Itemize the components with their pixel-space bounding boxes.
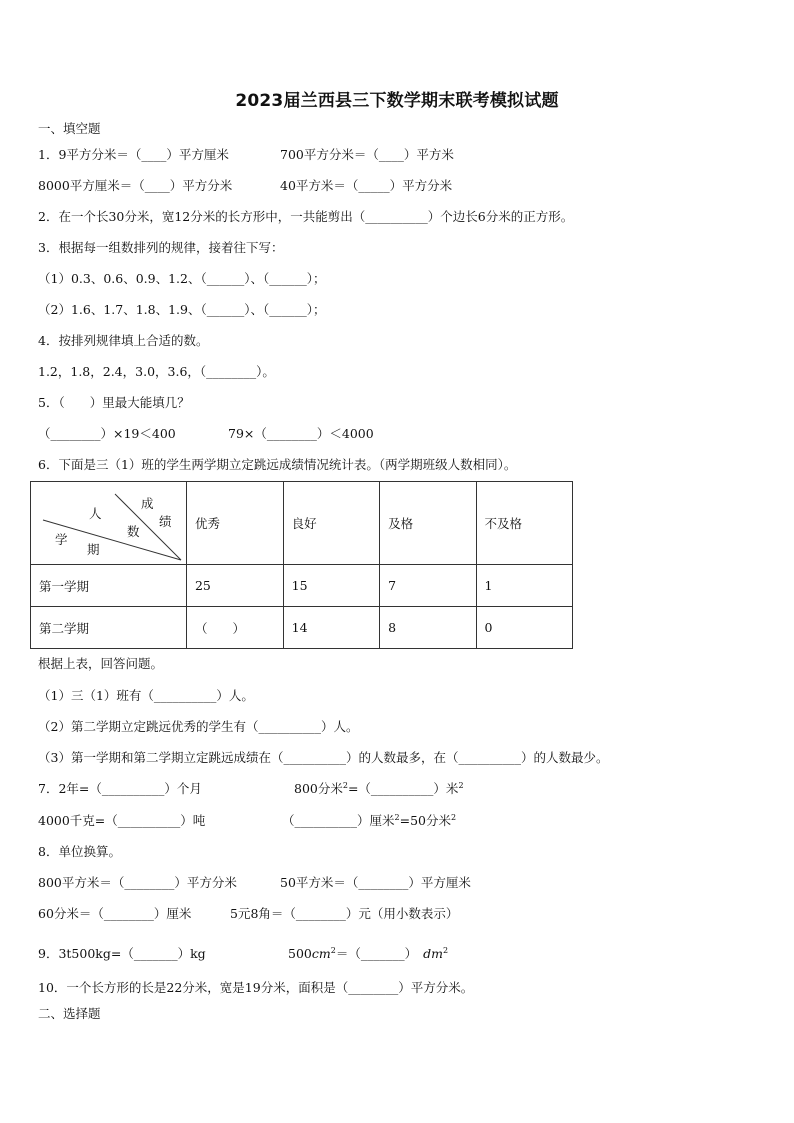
squared-mark: 2 <box>451 812 457 822</box>
row-label: 第二学期 <box>31 607 187 649</box>
question-8-stem: 8．单位换算。 <box>38 844 121 859</box>
q7-part-a: 7．2年=（__________）个月 <box>38 781 202 796</box>
q7-part-b <box>294 781 464 797</box>
question-3-part-1: （1）0.3、0.6、0.9、1.2、（______）、（______）； <box>38 271 326 286</box>
q9-part-b-number: 500 <box>288 946 312 961</box>
table-cell: （ ） <box>186 607 283 649</box>
question-8-line-2 <box>38 906 459 922</box>
q7-part-b-value: 800分米 <box>294 781 343 796</box>
q7-part-c: 4000千克=（__________）吨 <box>38 813 206 828</box>
section-heading-fill-in: 一、填空题 <box>38 121 101 136</box>
q8-part-c: 60分米＝（________）厘米 <box>38 906 192 921</box>
table-cell: 0 <box>476 607 572 649</box>
table-cell: 1 <box>476 565 572 607</box>
diagonal-header-cell <box>31 482 187 565</box>
q7-part-d <box>282 813 456 829</box>
table-row <box>31 565 573 607</box>
squared-mark: 2 <box>342 780 348 790</box>
question-10: 10．一个长方形的长是22分米，宽是19分米，面积是（________）平方分米。 <box>38 980 474 995</box>
table-cell: 14 <box>283 607 379 649</box>
column-header: 良好 <box>283 482 379 565</box>
q7-part-d-value: =50分米 <box>399 813 451 828</box>
unit-cm: cm <box>311 946 331 961</box>
squared-mark: 2 <box>458 780 464 790</box>
header-word-qi: 期 <box>87 542 100 557</box>
header-word-ji: 绩 <box>159 514 172 529</box>
unit-dm: dm <box>423 946 443 961</box>
q8-part-d: 5元8角＝（________）元（用小数表示） <box>230 906 459 921</box>
row-label: 第一学期 <box>31 565 187 607</box>
question-5-inequalities <box>38 426 374 442</box>
q1-part-a: 1．9平方分米＝（____）平方厘米 <box>38 147 229 162</box>
squared-mark: 2 <box>442 945 449 955</box>
question-2: 2．在一个长30分米，宽12分米的长方形中，一共能剪出（__________）个边长6分米的正方形。 <box>38 209 574 224</box>
squared-mark: 2 <box>394 812 400 822</box>
question-6-sub-2: （2）第二学期立定跳远优秀的学生有（__________）人。 <box>38 719 359 734</box>
question-3-stem: 3．根据每一组数排列的规律，接着往下写： <box>38 240 284 255</box>
q8-part-b: 50平方米＝（________）平方厘米 <box>280 875 471 890</box>
question-1-line-1 <box>38 147 454 163</box>
question-4-stem: 4．按排列规律填上合适的数。 <box>38 333 209 348</box>
table-row <box>31 607 573 649</box>
column-header: 优秀 <box>186 482 283 565</box>
table-header-row <box>31 482 573 565</box>
q9-part-a: 9．3t500kg=（_______）kg <box>38 946 206 961</box>
question-6-stem: 6．下面是三（1）班的学生两学期立定跳远成绩情况统计表。（两学期班级人数相同）。 <box>38 457 517 472</box>
question-7-line-1 <box>38 780 464 797</box>
q9-part-b <box>288 946 448 962</box>
column-header: 及格 <box>380 482 476 565</box>
q5-inequality-a: （________）×19＜400 <box>38 426 176 441</box>
table-cell: 15 <box>283 565 379 607</box>
jump-results-table <box>30 481 573 649</box>
header-word-ren: 人 <box>89 506 102 521</box>
question-8-line-1 <box>38 875 471 891</box>
header-word-cheng: 成 <box>141 496 154 511</box>
question-4-sequence: 1.2，1.8，2.4，3.0，3.6，（________）。 <box>38 364 275 379</box>
q1-part-d: 40平方米＝（_____）平方分米 <box>280 178 453 193</box>
section-heading-choice: 二、选择题 <box>38 1006 101 1021</box>
question-6-sub-1: （1）三（1）班有（__________）人。 <box>38 688 254 703</box>
table-cell: 8 <box>380 607 476 649</box>
table-cell: 25 <box>186 565 283 607</box>
question-9 <box>38 945 449 962</box>
page-title: 2023届兰西县三下数学期末联考模拟试题 <box>235 91 559 111</box>
q1-part-c: 8000平方厘米＝（____）平方分米 <box>38 178 233 193</box>
question-5-stem: 5．（ ）里最大能填几？ <box>38 395 190 410</box>
question-3-part-2: （2）1.6、1.7、1.8、1.9、（______）、（______）； <box>38 302 326 317</box>
squared-mark: 2 <box>330 945 336 955</box>
q7-part-d-answer: （__________）厘米 <box>282 813 395 828</box>
question-7-line-2 <box>38 812 457 829</box>
q1-part-b: 700平方分米＝（____）平方米 <box>280 147 454 162</box>
header-word-shu: 数 <box>127 524 140 539</box>
q8-part-a: 800平方米＝（________）平方分米 <box>38 875 237 890</box>
table-cell: 7 <box>380 565 476 607</box>
question-1-line-2 <box>38 178 453 194</box>
question-6-sub-3: （3）第一学期和第二学期立定跳远成绩在（__________）的人数最多，在（__________）的人数最少。 <box>38 750 609 765</box>
column-header: 不及格 <box>476 482 572 565</box>
question-6-after-table: 根据上表，回答问题。 <box>38 656 164 671</box>
q7-part-b-answer: =（__________）米 <box>347 781 459 796</box>
header-word-xue: 学 <box>55 532 68 547</box>
q5-inequality-b: 79×（________）＜4000 <box>228 426 374 441</box>
q9-part-b-answer: ＝（_______） <box>335 946 418 961</box>
